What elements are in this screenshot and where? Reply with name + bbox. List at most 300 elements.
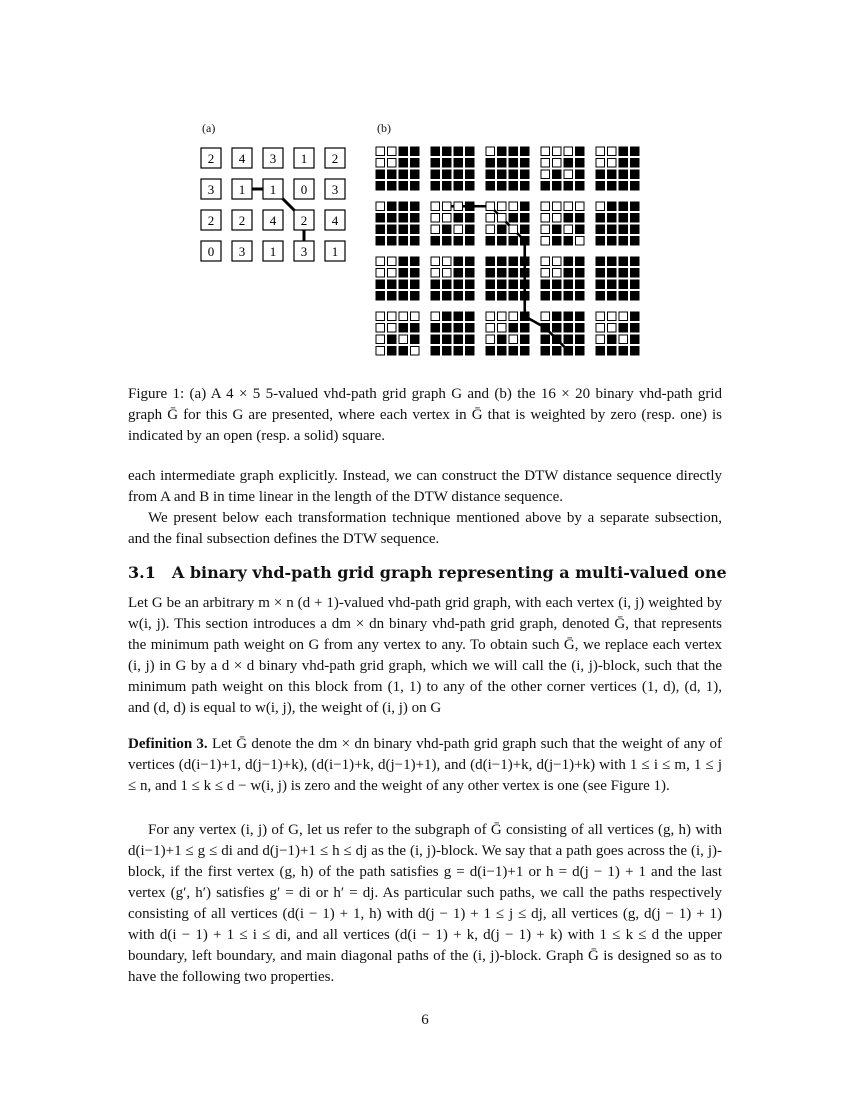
figure-b-solid-square-3-14: [564, 182, 573, 191]
figure-b-solid-square-0-4: [431, 147, 440, 156]
figure-a-cell-1-3: [294, 179, 314, 199]
figure-b-solid-square-4-7: [466, 202, 475, 211]
svg-text:3: 3: [269, 151, 277, 166]
figure-a-cell-1-4: [325, 179, 345, 199]
figure-b-solid-square-0-19: [631, 147, 640, 156]
figure-b-solid-square-14-19: [631, 335, 640, 344]
figure-b-solid-square-13-14: [564, 324, 573, 333]
figure-b-open-square-4-14: [564, 202, 573, 211]
figure-b-open-square-4-15: [576, 202, 585, 211]
figure-b-open-square-15-3: [411, 347, 420, 356]
figure-b-solid-square-8-9: [498, 257, 507, 266]
figure-b-solid-square-3-16: [596, 182, 605, 191]
figure-b-solid-square-8-10: [509, 257, 518, 266]
svg-text:4: 4: [269, 213, 277, 228]
figure-b-open-square-12-17: [608, 312, 617, 321]
figure-a-cell-2-2: [263, 210, 283, 230]
figure-b-open-square-4-16: [596, 202, 605, 211]
figure-b-solid-square-0-11: [521, 147, 530, 156]
section-title: A binary vhd-path grid graph representing a multi-valued one: [171, 563, 727, 582]
figure-b-solid-square-14-14: [564, 335, 573, 344]
figure-b-solid-square-8-7: [466, 257, 475, 266]
figure-b-solid-square-1-8: [486, 159, 495, 168]
figure-b-solid-square-15-2: [399, 347, 408, 356]
figure-b-open-square-4-4: [431, 202, 440, 211]
figure-b-open-square-13-0: [376, 324, 385, 333]
figure-b-solid-square-6-16: [596, 225, 605, 234]
figure-b-solid-square-0-15: [576, 147, 585, 156]
figure-b-solid-square-14-7: [466, 335, 475, 344]
figure-b-open-square-6-10: [509, 225, 518, 234]
figure-a-label: (a): [202, 121, 216, 135]
figure-b-open-square-5-12: [541, 214, 550, 223]
figure-b-open-square-13-8: [486, 324, 495, 333]
figure-a-cell-0-2: [263, 148, 283, 168]
svg-text:0: 0: [300, 182, 308, 197]
figure-b-open-square-14-18: [619, 335, 628, 344]
figure-b-solid-square-13-15: [576, 324, 585, 333]
figure-b-solid-square-12-11: [521, 312, 530, 321]
figure-b-open-square-0-0: [376, 147, 385, 156]
svg-text:4: 4: [238, 151, 246, 166]
figure-b-label: (b): [377, 121, 391, 135]
figure-b-solid-square-7-16: [596, 237, 605, 246]
figure-b-solid-square-5-3: [411, 214, 420, 223]
figure-b-solid-square-6-0: [376, 225, 385, 234]
figure-b-solid-square-3-8: [486, 182, 495, 191]
figure-b-solid-square-6-9: [498, 225, 507, 234]
figure-b-solid-square-7-3: [411, 237, 420, 246]
figure-b-open-square-5-9: [498, 214, 507, 223]
figure-b-open-square-8-4: [431, 257, 440, 266]
figure-b-open-square-6-6: [454, 225, 463, 234]
figure-b-solid-square-4-3: [411, 202, 420, 211]
svg-text:2: 2: [300, 213, 308, 228]
figure-b-solid-square-8-8: [486, 257, 495, 266]
figure-b-solid-square-2-19: [631, 170, 640, 179]
figure-b-solid-square-12-15: [576, 312, 585, 321]
figure-b-solid-square-8-17: [608, 257, 617, 266]
figure-b-solid-square-2-3: [411, 170, 420, 179]
figure-b-solid-square-2-4: [431, 170, 440, 179]
figure-a-cell-0-1: [232, 148, 252, 168]
figure-b-open-square-5-13: [553, 214, 562, 223]
figure-b-solid-square-6-17: [608, 225, 617, 234]
figure-b-solid-square-14-15: [576, 335, 585, 344]
figure-b-solid-square-11-6: [454, 292, 463, 301]
figure-b-solid-square-13-13: [553, 324, 562, 333]
figure-b-open-square-2-14: [564, 170, 573, 179]
figure-b-open-square-7-12: [541, 237, 550, 246]
figure-b-open-square-12-9: [498, 312, 507, 321]
figure-b-solid-square-8-6: [454, 257, 463, 266]
figure-b-open-square-1-1: [388, 159, 397, 168]
figure-b-solid-square-2-18: [619, 170, 628, 179]
figure-b-open-square-5-8: [486, 214, 495, 223]
svg-text:1: 1: [269, 182, 277, 197]
figure-b-solid-square-10-0: [376, 280, 385, 289]
svg-text:2: 2: [207, 213, 215, 228]
figure-b-solid-square-3-1: [388, 182, 397, 191]
figure-b-solid-square-5-18: [619, 214, 628, 223]
figure-b-open-square-8-0: [376, 257, 385, 266]
figure-b-solid-square-3-4: [431, 182, 440, 191]
figure-b-solid-square-3-10: [509, 182, 518, 191]
figure-b-open-square-13-1: [388, 324, 397, 333]
figure-b-solid-square-7-14: [564, 237, 573, 246]
figure-b-solid-square-10-16: [596, 280, 605, 289]
figure-b-solid-square-9-7: [466, 269, 475, 278]
figure-b-solid-square-10-4: [431, 280, 440, 289]
figure-b-solid-square-0-6: [454, 147, 463, 156]
figure-b-solid-square-15-1: [388, 347, 397, 356]
figure-b-solid-square-15-11: [521, 347, 530, 356]
figure-b-solid-square-9-19: [631, 269, 640, 278]
figure-b-solid-square-9-17: [608, 269, 617, 278]
figure-b-solid-square-13-18: [619, 324, 628, 333]
intro-block: [128, 466, 722, 550]
figure-b-solid-square-5-11: [521, 214, 530, 223]
figure-b-solid-square-6-13: [553, 225, 562, 234]
figure-b-solid-square-6-1: [388, 225, 397, 234]
figure-b-solid-square-10-1: [388, 280, 397, 289]
figure-b-open-square-14-8: [486, 335, 495, 344]
figure-b-solid-square-11-17: [608, 292, 617, 301]
figure-b-solid-square-10-9: [498, 280, 507, 289]
figure-b-solid-square-9-11: [521, 269, 530, 278]
figure-b-solid-square-3-2: [399, 182, 408, 191]
figure-b-solid-square-3-5: [443, 182, 452, 191]
figure-b-solid-square-13-19: [631, 324, 640, 333]
svg-text:3: 3: [300, 244, 308, 259]
figure-b-solid-square-9-8: [486, 269, 495, 278]
figure-a-cell-3-2: [263, 241, 283, 261]
figure-b-solid-square-14-1: [388, 335, 397, 344]
figure-b-solid-square-8-19: [631, 257, 640, 266]
figure-b-open-square-0-13: [553, 147, 562, 156]
figure-b-solid-square-3-13: [553, 182, 562, 191]
figure-b-solid-square-6-15: [576, 225, 585, 234]
figure-b-solid-square-5-16: [596, 214, 605, 223]
figure-b-open-square-14-2: [399, 335, 408, 344]
figure-b-open-square-7-15: [576, 237, 585, 246]
figure-b-solid-square-0-9: [498, 147, 507, 156]
section-heading: [128, 563, 728, 582]
svg-text:0: 0: [207, 244, 215, 259]
figure-a-cell-3-3: [294, 241, 314, 261]
figure-b-solid-square-2-0: [376, 170, 385, 179]
figure-a-cell-3-4: [325, 241, 345, 261]
figure-b-solid-square-11-5: [443, 292, 452, 301]
figure-b-solid-square-3-19: [631, 182, 640, 191]
figure-b-open-square-9-5: [443, 269, 452, 278]
figure-b-solid-square-14-4: [431, 335, 440, 344]
figure-b-solid-square-4-2: [399, 202, 408, 211]
figure-b-solid-square-12-5: [443, 312, 452, 321]
figure-b-solid-square-13-6: [454, 324, 463, 333]
figure-b-solid-square-13-12: [541, 324, 550, 333]
figure-b-solid-square-12-13: [553, 312, 562, 321]
figure-b-open-square-0-8: [486, 147, 495, 156]
figure-b-solid-square-0-7: [466, 147, 475, 156]
figure-b-solid-square-12-7: [466, 312, 475, 321]
figure-b-solid-square-11-3: [411, 292, 420, 301]
figure-b-solid-square-5-7: [466, 214, 475, 223]
figure-b-solid-square-2-17: [608, 170, 617, 179]
figure-b-solid-square-11-12: [541, 292, 550, 301]
figure-b-solid-square-2-7: [466, 170, 475, 179]
figure-b-solid-square-15-16: [596, 347, 605, 356]
figure-a-cell-1-0: [201, 179, 221, 199]
figure-b-solid-square-9-18: [619, 269, 628, 278]
figure-b-solid-square-15-14: [564, 347, 573, 356]
figure-b-solid-square-7-9: [498, 237, 507, 246]
figure-b-solid-square-8-16: [596, 257, 605, 266]
section-number: 3.1: [128, 563, 156, 582]
figure-b-solid-square-3-15: [576, 182, 585, 191]
figure-b-solid-square-14-9: [498, 335, 507, 344]
figure-b-solid-square-7-2: [399, 237, 408, 246]
figure-b-solid-square-6-11: [521, 225, 530, 234]
figure-b-solid-square-8-11: [521, 257, 530, 266]
figure-b-solid-square-10-12: [541, 280, 550, 289]
figure-b-solid-square-8-3: [411, 257, 420, 266]
figure-b-solid-square-1-5: [443, 159, 452, 168]
figure-b-solid-square-2-15: [576, 170, 585, 179]
figure-b-solid-square-2-9: [498, 170, 507, 179]
figure-b-solid-square-10-3: [411, 280, 420, 289]
svg-text:2: 2: [331, 151, 339, 166]
svg-text:1: 1: [238, 182, 246, 197]
block-paragraph: For any vertex (i, j) of G, let us refer to the subgraph of Ḡ consisting of all vertices (g, h) with d(i−1)+1 ≤ g ≤ di and d(j−1)+1 ≤ h ≤ dj as the (i, j)-block. We say that a path goes across the (i, j)-block, if the first vertex (g, h) of the path satisfies g = d(i−1)+1 or h = d(j − 1) + 1 and the last vertex (g′, h′) satisfies g′ = di or h′ = dj. As particular such paths, we call the paths respectively consisting of all vertices (d(i − 1) + 1, h) with d(j − 1) + 1 ≤ j ≤ dj, all vertices (g, d(j − 1) + 1) with d(i − 1) + 1 ≤ i ≤ di, and all vertices (d(i − 1) + k, d(j − 1) + k) with 1 ≤ k ≤ d the upper boundary, left boundary, and main diagonal paths of the (i, j)-block. Graph Ḡ is designed so as to have the following two properties.: [128, 822, 722, 985]
figure-b-solid-square-2-11: [521, 170, 530, 179]
page-number: 6: [421, 1012, 429, 1028]
figure-b-solid-square-6-3: [411, 225, 420, 234]
figure-b-solid-square-7-8: [486, 237, 495, 246]
figure-b-solid-square-5-10: [509, 214, 518, 223]
figure-a-cell-0-0: [201, 148, 221, 168]
figure-b-solid-square-1-2: [399, 159, 408, 168]
figure-b-open-square-0-17: [608, 147, 617, 156]
figure-b-solid-square-2-6: [454, 170, 463, 179]
figure-b-solid-square-5-6: [454, 214, 463, 223]
figure-b-solid-square-11-9: [498, 292, 507, 301]
figure-b-solid-square-10-8: [486, 280, 495, 289]
figure-b-open-square-6-4: [431, 225, 440, 234]
figure-b-solid-square-8-15: [576, 257, 585, 266]
figure-b-solid-square-7-4: [431, 237, 440, 246]
figure-b-solid-square-14-3: [411, 335, 420, 344]
figure-b-open-square-6-12: [541, 225, 550, 234]
figure-b-solid-square-4-18: [619, 202, 628, 211]
figure-b-open-square-8-5: [443, 257, 452, 266]
definition-text: Let Ḡ denote the dm × dn binary vhd-path grid graph such that the weight of any of vertices (d(i−1)+1, d(j−1)+k), (d(i−1)+k, d(j−1)+1), and (d(i−1)+k, d(j−1)+k) with 1 ≤ i ≤ m, 1 ≤ j ≤ n, and 1 ≤ k ≤ d − w(i, j) is zero and the weight of any other vertex is one (see Figure 1).: [128, 736, 723, 794]
figure-b-open-square-13-9: [498, 324, 507, 333]
figure-b-solid-square-9-10: [509, 269, 518, 278]
figure-b-solid-square-12-14: [564, 312, 573, 321]
figure-b-solid-square-1-15: [576, 159, 585, 168]
figure-b-grid: [372, 143, 662, 368]
figure-b-solid-square-9-15: [576, 269, 585, 278]
figure-a-cell-2-3: [294, 210, 314, 230]
figure-b-solid-square-11-16: [596, 292, 605, 301]
figure-b-solid-square-1-4: [431, 159, 440, 168]
figure-b-solid-square-5-15: [576, 214, 585, 223]
figure-b-solid-square-15-6: [454, 347, 463, 356]
figure-b-open-square-12-12: [541, 312, 550, 321]
figure-b-solid-square-2-8: [486, 170, 495, 179]
svg-text:2: 2: [238, 213, 246, 228]
figure-b-solid-square-3-3: [411, 182, 420, 191]
figure-b-open-square-5-5: [443, 214, 452, 223]
figure-b-solid-square-2-1: [388, 170, 397, 179]
figure-b-solid-square-7-6: [454, 237, 463, 246]
figure-b-solid-square-11-7: [466, 292, 475, 301]
section-paragraph-block: [128, 593, 722, 719]
figure-b-solid-square-14-13: [553, 335, 562, 344]
figure-b-solid-square-13-7: [466, 324, 475, 333]
figure-b-open-square-0-14: [564, 147, 573, 156]
figure-a-grid: [196, 143, 356, 265]
figure-b-open-square-1-12: [541, 159, 550, 168]
figure-b-open-square-9-0: [376, 269, 385, 278]
figure-b-solid-square-6-19: [631, 225, 640, 234]
figure-b-solid-square-7-7: [466, 237, 475, 246]
figure-b-open-square-4-6: [454, 202, 463, 211]
figure-b-solid-square-9-16: [596, 269, 605, 278]
figure-b-open-square-4-8: [486, 202, 495, 211]
figure-b-open-square-4-5: [443, 202, 452, 211]
figure-b-open-square-1-13: [553, 159, 562, 168]
figure-b-open-square-12-10: [509, 312, 518, 321]
figure-b-open-square-8-13: [553, 257, 562, 266]
figure-b-solid-square-14-5: [443, 335, 452, 344]
figure-b-solid-square-6-2: [399, 225, 408, 234]
figure-b-open-square-12-3: [411, 312, 420, 321]
figure-b-solid-square-10-15: [576, 280, 585, 289]
figure-b-open-square-12-2: [399, 312, 408, 321]
figure-b-solid-square-15-8: [486, 347, 495, 356]
figure-b-solid-square-1-18: [619, 159, 628, 168]
figure-a-cell-1-2: [263, 179, 283, 199]
figure-b-solid-square-10-13: [553, 280, 562, 289]
figure-b-solid-square-10-2: [399, 280, 408, 289]
figure-b-solid-square-2-2: [399, 170, 408, 179]
definition-block: [128, 734, 722, 797]
figure-b-solid-square-7-11: [521, 237, 530, 246]
figure-b-solid-square-15-5: [443, 347, 452, 356]
figure-b-solid-square-15-4: [431, 347, 440, 356]
figure-b-open-square-4-12: [541, 202, 550, 211]
figure-b-open-square-14-10: [509, 335, 518, 344]
figure-b-solid-square-0-10: [509, 147, 518, 156]
figure-b-open-square-12-4: [431, 312, 440, 321]
figure-b-solid-square-10-5: [443, 280, 452, 289]
figure-b-solid-square-10-14: [564, 280, 573, 289]
figure-b-solid-square-6-18: [619, 225, 628, 234]
figure-b-open-square-14-16: [596, 335, 605, 344]
figure-b-solid-square-11-19: [631, 292, 640, 301]
figure-b-solid-square-13-2: [399, 324, 408, 333]
figure-b-solid-square-8-18: [619, 257, 628, 266]
figure-b-solid-square-6-5: [443, 225, 452, 234]
figure-b-solid-square-15-7: [466, 347, 475, 356]
figure-b-solid-square-9-6: [454, 269, 463, 278]
figure-b-solid-square-10-10: [509, 280, 518, 289]
figure-b-solid-square-15-17: [608, 347, 617, 356]
figure-b-solid-square-3-12: [541, 182, 550, 191]
figure-b-solid-square-4-1: [388, 202, 397, 211]
figure-b-open-square-14-0: [376, 335, 385, 344]
definition-label: Definition 3.: [128, 736, 208, 752]
figure-b-solid-square-10-17: [608, 280, 617, 289]
figure-b-solid-square-15-18: [619, 347, 628, 356]
figure-b-solid-square-2-13: [553, 170, 562, 179]
figure-b-open-square-9-13: [553, 269, 562, 278]
figure-b-solid-square-3-17: [608, 182, 617, 191]
figure-b-solid-square-1-11: [521, 159, 530, 168]
figure-b-open-square-1-17: [608, 159, 617, 168]
figure-b-open-square-12-18: [619, 312, 628, 321]
figure-b-open-square-0-1: [388, 147, 397, 156]
figure-b-solid-square-1-10: [509, 159, 518, 168]
figure-b-open-square-9-12: [541, 269, 550, 278]
figure-b-solid-square-9-9: [498, 269, 507, 278]
figure-b-solid-square-11-11: [521, 292, 530, 301]
figure-a-cell-0-3: [294, 148, 314, 168]
figure-b-solid-square-11-10: [509, 292, 518, 301]
figure-b-solid-square-9-3: [411, 269, 420, 278]
figure-b-solid-square-15-15: [576, 347, 585, 356]
figure-b-open-square-6-14: [564, 225, 573, 234]
figure-b-solid-square-8-2: [399, 257, 408, 266]
figure-b-solid-square-11-13: [553, 292, 562, 301]
figure-b-open-square-4-10: [509, 202, 518, 211]
svg-text:4: 4: [331, 213, 339, 228]
figure-b-solid-square-9-2: [399, 269, 408, 278]
figure-b-solid-square-7-0: [376, 237, 385, 246]
figure-b-solid-square-10-7: [466, 280, 475, 289]
figure-b-open-square-8-1: [388, 257, 397, 266]
figure-b-solid-square-4-17: [608, 202, 617, 211]
figure-b-open-square-9-1: [388, 269, 397, 278]
figure-b-open-square-6-8: [486, 225, 495, 234]
figure-b-solid-square-3-7: [466, 182, 475, 191]
figure-a-cell-2-4: [325, 210, 345, 230]
figure-b-solid-square-3-6: [454, 182, 463, 191]
figure-b-solid-square-3-9: [498, 182, 507, 191]
figure-b-solid-square-11-2: [399, 292, 408, 301]
svg-text:3: 3: [331, 182, 339, 197]
figure-b-solid-square-10-11: [521, 280, 530, 289]
figure-b-solid-square-2-16: [596, 170, 605, 179]
figure-b-solid-square-3-0: [376, 182, 385, 191]
figure-b-open-square-13-17: [608, 324, 617, 333]
figure-b-solid-square-0-5: [443, 147, 452, 156]
figure-b-solid-square-13-5: [443, 324, 452, 333]
figure-caption: [128, 384, 722, 447]
figure-b-solid-square-14-12: [541, 335, 550, 344]
figure-b-open-square-15-0: [376, 347, 385, 356]
svg-text:1: 1: [300, 151, 308, 166]
figure-b-solid-square-13-3: [411, 324, 420, 333]
figure-b-solid-square-1-14: [564, 159, 573, 168]
figure-b-open-square-12-1: [388, 312, 397, 321]
figure-b-solid-square-0-2: [399, 147, 408, 156]
figure-b-solid-square-14-11: [521, 335, 530, 344]
figure-b-solid-square-5-1: [388, 214, 397, 223]
figure-b-open-square-1-0: [376, 159, 385, 168]
